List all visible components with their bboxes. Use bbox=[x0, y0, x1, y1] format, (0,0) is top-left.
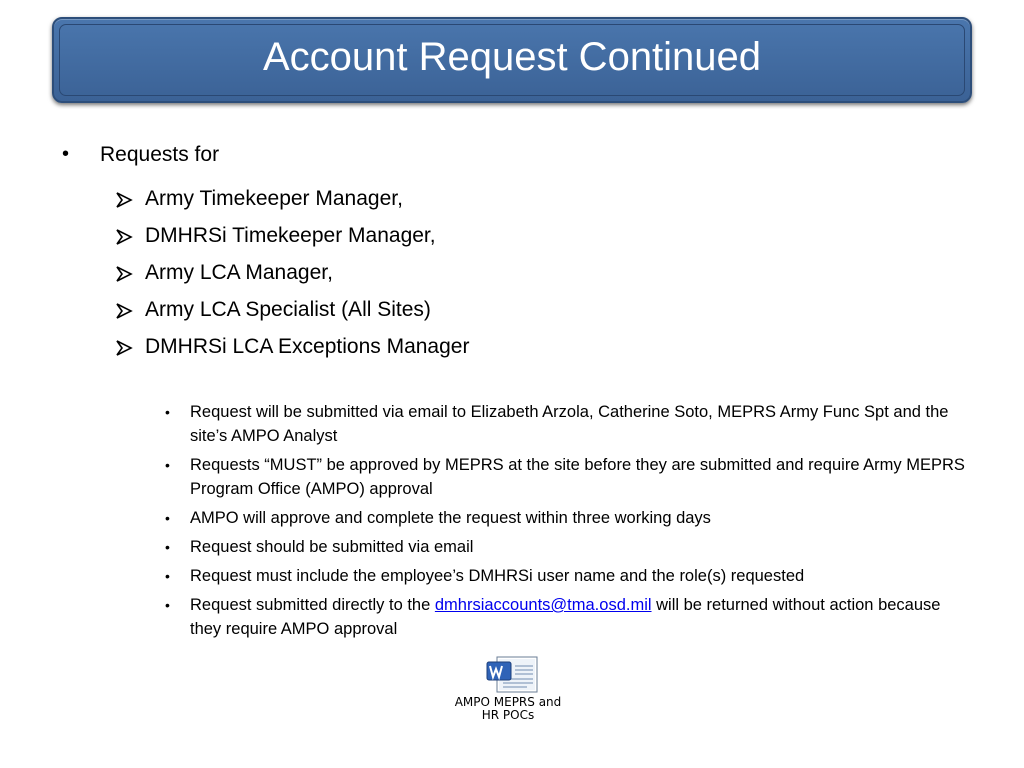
detail-text: Requests “MUST” be approved by MEPRS at the site before they are submitted and require Army MEPRS Program Office (AMPO) approval bbox=[190, 456, 965, 498]
attachment-caption-line: HR POCs bbox=[481, 708, 535, 722]
detail-text: Request will be submitted via email to Elizabeth Arzola, Catherine Soto, MEPRS Army Func Spt and the site’s AMPO Analyst bbox=[190, 403, 949, 445]
word-document-icon[interactable] bbox=[485, 656, 541, 694]
role-label: Army LCA Specialist (All Sites) bbox=[145, 297, 431, 321]
role-label: DMHRSi Timekeeper Manager, bbox=[145, 223, 436, 247]
detail-item bbox=[165, 506, 965, 530]
detail-text bbox=[190, 593, 965, 641]
detail-item bbox=[165, 453, 965, 501]
detail-text: Request must include the employee’s DMHRSi user name and the role(s) requested bbox=[190, 567, 805, 585]
detail-text: Request should be submitted via email bbox=[190, 538, 474, 556]
main-bullet-text: Requests for bbox=[100, 143, 220, 166]
main-bullet bbox=[62, 143, 219, 167]
email-link[interactable]: dmhrsiaccounts@tma.osd.mil bbox=[434, 596, 652, 614]
bullet-dot-icon: • bbox=[165, 404, 170, 420]
role-item bbox=[115, 328, 469, 365]
bullet-dot-icon: • bbox=[165, 568, 170, 584]
bullet-dot-icon: • bbox=[62, 143, 70, 165]
arrow-bullet-icon bbox=[115, 337, 145, 357]
role-list bbox=[115, 180, 469, 365]
bullet-dot-icon: • bbox=[165, 597, 170, 613]
title-bar bbox=[52, 17, 972, 103]
arrow-bullet-icon bbox=[115, 263, 145, 283]
detail-list bbox=[165, 400, 965, 646]
attachment-caption-line: AMPO MEPRS and bbox=[454, 695, 562, 709]
arrow-bullet-icon bbox=[115, 300, 145, 320]
role-item bbox=[115, 217, 469, 254]
role-label: Army Timekeeper Manager, bbox=[145, 186, 403, 210]
role-item bbox=[115, 291, 469, 328]
bullet-dot-icon: • bbox=[165, 510, 170, 526]
detail-item bbox=[165, 593, 965, 641]
detail-item bbox=[165, 400, 965, 448]
arrow-bullet-icon bbox=[115, 226, 145, 246]
detail-text-after: will be returned without action because they require AMPO approval bbox=[190, 596, 941, 638]
detail-item bbox=[165, 564, 965, 588]
role-item bbox=[115, 180, 469, 217]
bullet-dot-icon: • bbox=[165, 457, 170, 473]
role-item bbox=[115, 254, 469, 291]
role-label: Army LCA Manager, bbox=[145, 260, 333, 284]
detail-item bbox=[165, 535, 965, 559]
attachment-caption bbox=[418, 696, 598, 722]
bullet-dot-icon: • bbox=[165, 539, 170, 555]
detail-text-before: Request submitted directly to the bbox=[190, 596, 435, 614]
slide-title: Account Request Continued bbox=[262, 34, 762, 79]
role-label: DMHRSi LCA Exceptions Manager bbox=[145, 334, 470, 358]
arrow-bullet-icon bbox=[115, 189, 145, 209]
detail-text: AMPO will approve and complete the request within three working days bbox=[190, 509, 711, 527]
